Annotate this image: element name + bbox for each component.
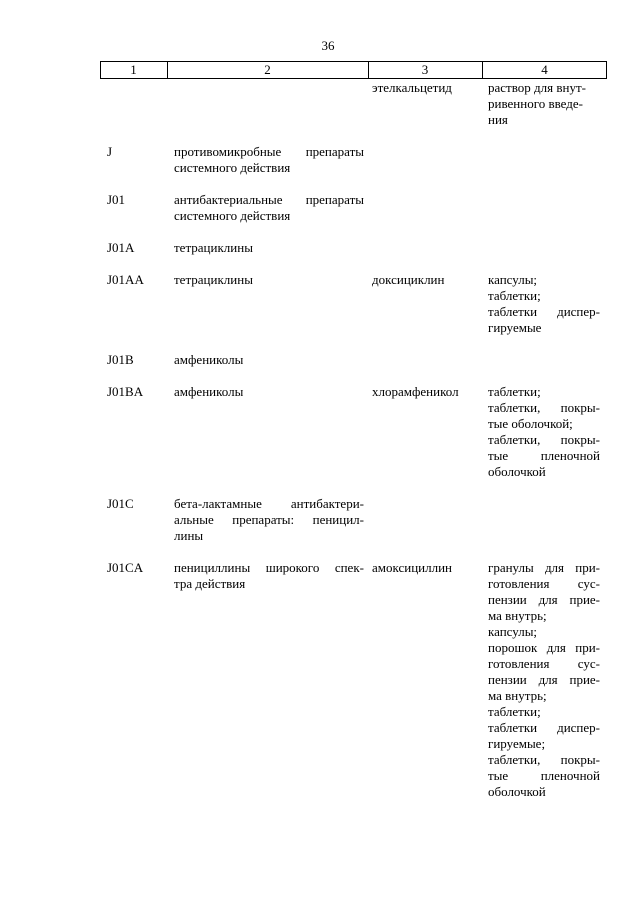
anatomical-group bbox=[174, 384, 364, 400]
word: препараты bbox=[305, 192, 364, 207]
form-line: ривенного введе- bbox=[488, 96, 583, 111]
word: для bbox=[538, 672, 558, 687]
header-col-2: 2 bbox=[264, 62, 271, 77]
word: пленочной bbox=[540, 448, 600, 463]
group-line bbox=[174, 512, 364, 528]
form-line bbox=[488, 432, 600, 448]
anatomical-group bbox=[174, 496, 364, 544]
form-line: раствор для внут- bbox=[488, 80, 586, 95]
word: пензии bbox=[488, 592, 527, 607]
group-line: амфениколы bbox=[174, 384, 244, 399]
group-line: тетрациклины bbox=[174, 272, 253, 287]
group-line bbox=[174, 560, 364, 576]
group-line bbox=[174, 144, 364, 160]
header-col-1: 1 bbox=[130, 62, 137, 77]
form-line: таблетки; bbox=[488, 288, 541, 303]
atc-code: J01B bbox=[107, 352, 134, 367]
word: для bbox=[538, 592, 558, 607]
atc-code: J bbox=[107, 144, 113, 159]
anatomical-group bbox=[174, 240, 364, 256]
atc-code: J01A bbox=[107, 240, 135, 255]
word: препараты bbox=[305, 144, 364, 159]
medicinal-substance: доксициклин bbox=[372, 272, 445, 287]
word: пенициллины bbox=[174, 560, 251, 575]
word: антибактериальные bbox=[174, 192, 283, 207]
group-line bbox=[174, 496, 364, 512]
word: таблетки, bbox=[488, 432, 541, 447]
word: прие- bbox=[569, 592, 600, 607]
form-line: оболочкой bbox=[488, 784, 546, 799]
word: тые bbox=[488, 768, 509, 783]
group-line: лины bbox=[174, 528, 204, 543]
atc-code: J01 bbox=[107, 192, 126, 207]
group-line: системного действия bbox=[174, 208, 291, 223]
word: для bbox=[544, 560, 565, 575]
atc-code: J01C bbox=[107, 496, 134, 511]
word: готовления bbox=[488, 656, 550, 671]
form-line bbox=[488, 400, 600, 416]
form-line: капсулы; bbox=[488, 272, 538, 287]
dosage-form bbox=[488, 560, 600, 800]
word: антибактери- bbox=[290, 496, 364, 511]
word: диспер- bbox=[557, 304, 600, 319]
form-line: ма внутрь; bbox=[488, 688, 547, 703]
group-line: тетрациклины bbox=[174, 240, 253, 255]
atc-code: J01AA bbox=[107, 272, 144, 287]
form-line: гируемые bbox=[488, 320, 542, 335]
word: альные bbox=[174, 512, 214, 527]
form-line bbox=[488, 720, 600, 736]
form-line: гируемые; bbox=[488, 736, 546, 751]
dosage-form bbox=[488, 272, 600, 336]
word: пленочной bbox=[540, 768, 600, 783]
group-line bbox=[174, 192, 364, 208]
form-line: таблетки; bbox=[488, 384, 541, 399]
form-line: ма внутрь; bbox=[488, 608, 547, 623]
word: покры- bbox=[560, 400, 600, 415]
word: при- bbox=[575, 560, 600, 575]
dosage-form bbox=[488, 384, 600, 480]
word: широкого bbox=[265, 560, 320, 575]
form-line bbox=[488, 576, 600, 592]
group-line: тра действия bbox=[174, 576, 246, 591]
anatomical-group bbox=[174, 144, 364, 176]
group-line: системного действия bbox=[174, 160, 291, 175]
form-line bbox=[488, 304, 600, 320]
form-line: капсулы; bbox=[488, 624, 538, 639]
word: покры- bbox=[560, 432, 600, 447]
atc-code: J01BA bbox=[107, 384, 144, 399]
word: пеницил- bbox=[312, 512, 364, 527]
continuation-substance: этелкальцетид bbox=[372, 80, 452, 95]
word: готовления bbox=[488, 576, 550, 591]
anatomical-group bbox=[174, 352, 364, 368]
word: таблетки bbox=[488, 304, 538, 319]
form-line bbox=[488, 752, 600, 768]
medicinal-substance: амоксициллин bbox=[372, 560, 453, 575]
group-line: амфениколы bbox=[174, 352, 244, 367]
form-line bbox=[488, 656, 600, 672]
form-line bbox=[488, 560, 600, 576]
word: гранулы bbox=[488, 560, 534, 575]
header-col-4: 4 bbox=[541, 62, 548, 77]
anatomical-group bbox=[174, 560, 364, 592]
header-divider bbox=[606, 62, 607, 78]
word: прие- bbox=[569, 672, 600, 687]
form-line bbox=[488, 768, 600, 784]
table-header bbox=[100, 61, 607, 79]
form-line bbox=[488, 672, 600, 688]
form-line: ния bbox=[488, 112, 508, 127]
continuation-form bbox=[488, 80, 600, 128]
word: для bbox=[546, 640, 566, 655]
word: противомикробные bbox=[174, 144, 282, 159]
word: таблетки bbox=[488, 720, 538, 735]
word: сус- bbox=[577, 656, 600, 671]
form-line bbox=[488, 592, 600, 608]
page-number: 36 bbox=[321, 38, 335, 53]
word: сус- bbox=[577, 576, 600, 591]
form-line: тые оболочкой; bbox=[488, 416, 573, 431]
word: при- bbox=[575, 640, 600, 655]
word: спек- bbox=[334, 560, 364, 575]
word: таблетки, bbox=[488, 400, 541, 415]
word: диспер- bbox=[557, 720, 600, 735]
atc-code: J01CA bbox=[107, 560, 144, 575]
form-line: таблетки; bbox=[488, 704, 541, 719]
word: препараты: bbox=[232, 512, 295, 527]
word: таблетки, bbox=[488, 752, 541, 767]
anatomical-group bbox=[174, 192, 364, 224]
anatomical-group bbox=[174, 272, 364, 288]
word: бета-лактамные bbox=[174, 496, 262, 511]
header-col-3: 3 bbox=[421, 62, 429, 77]
word: порошок bbox=[488, 640, 538, 655]
form-line bbox=[488, 448, 600, 464]
medicinal-substance: хлорамфеникол bbox=[372, 384, 459, 399]
word: пензии bbox=[488, 672, 527, 687]
word: покры- bbox=[560, 752, 600, 767]
word: тые bbox=[488, 448, 509, 463]
form-line bbox=[488, 640, 600, 656]
form-line: оболочкой bbox=[488, 464, 546, 479]
